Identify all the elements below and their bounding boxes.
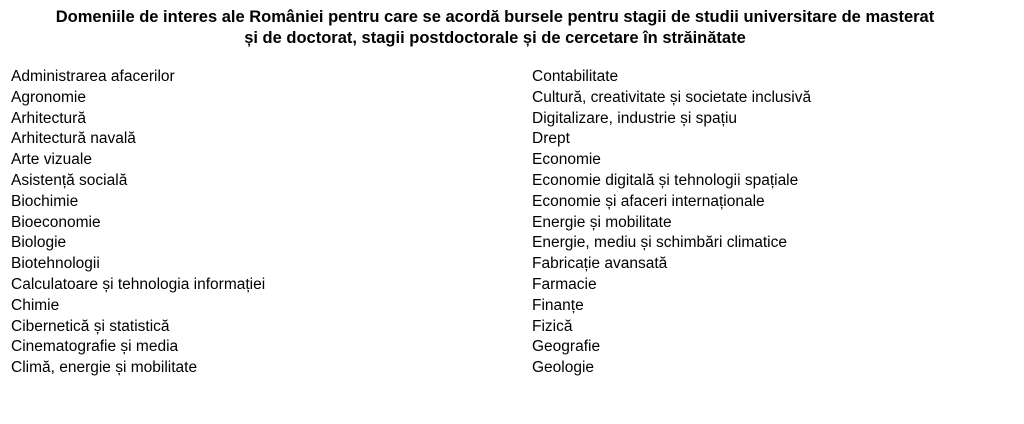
list-item: Asistență socială: [11, 171, 128, 189]
list-item: Geologie: [532, 359, 595, 377]
domain-list-left: [11, 67, 265, 379]
list-item: Administrarea afacerilor: [11, 68, 175, 85]
title-line-1: Domeniile de interes ale României pentru care se acordă bursele pentru stagii de studii universitare de masterat: [55, 8, 935, 26]
title-line-2: și de doctorat, stagii postdoctorale și de cercetare în străinătate: [244, 29, 746, 47]
list-item: Agronomie: [11, 88, 86, 106]
list-item: Bioeconomie: [11, 213, 101, 231]
list-item: Geografie: [532, 338, 601, 356]
list-item: Energie, mediu și schimbări climatice: [532, 234, 787, 252]
list-item: Economie și afaceri internaționale: [532, 192, 765, 210]
list-item: Climă, energie și mobilitate: [11, 359, 198, 377]
list-item: Fizică: [532, 317, 573, 335]
list-item: Calculatoare și tehnologia informației: [11, 275, 266, 293]
list-item: Fabricație avansată: [532, 255, 668, 273]
list-item: Cultură, creativitate și societate inclusivă: [532, 88, 812, 106]
list-item: Digitalizare, industrie și spațiu: [532, 109, 738, 127]
list-item: Arhitectură: [11, 109, 86, 127]
list-item: Energie și mobilitate: [532, 213, 672, 231]
list-item: Chimie: [11, 296, 60, 314]
list-item: Biologie: [11, 234, 67, 252]
list-item: Finanțe: [532, 296, 584, 314]
list-item: Biotehnologii: [11, 255, 100, 273]
list-item: Economie digitală și tehnologii spațiale: [532, 171, 799, 189]
list-item: Biochimie: [11, 192, 79, 210]
list-item: Arte vizuale: [11, 151, 92, 169]
domain-list-right: [532, 67, 811, 379]
list-item: Drept: [532, 130, 570, 148]
list-item: Cibernetică și statistică: [11, 317, 170, 335]
list-item: Farmacie: [532, 275, 597, 293]
list-item: Arhitectură navală: [11, 130, 136, 148]
list-item: Cinematografie și media: [11, 338, 179, 356]
document-title: [0, 7, 990, 49]
list-item: Economie: [532, 151, 601, 169]
list-item: Contabilitate: [532, 68, 619, 85]
